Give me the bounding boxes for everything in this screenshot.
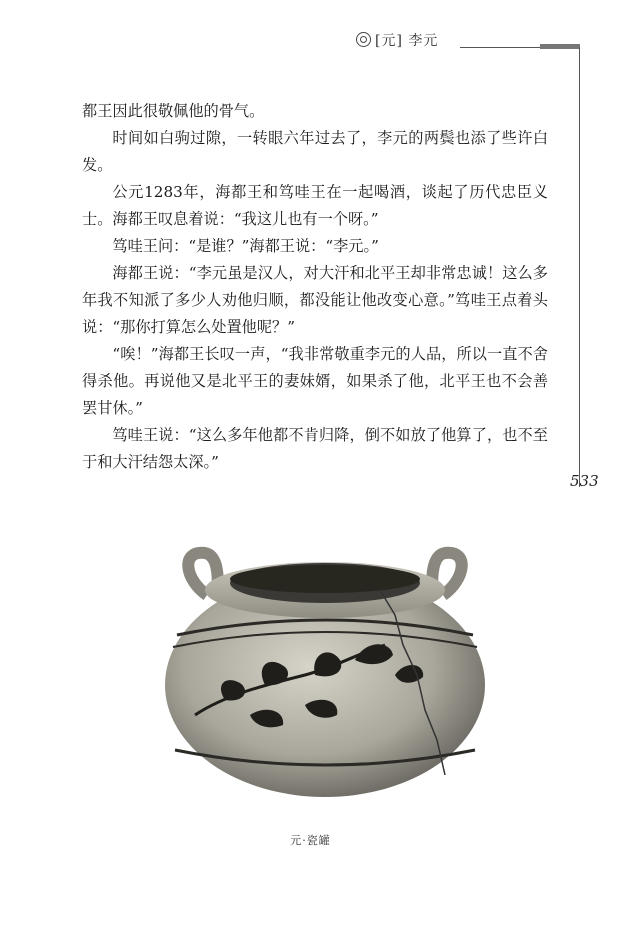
paragraph: 都王因此很敬佩他的骨气。: [82, 102, 265, 120]
jar-illustration: [155, 535, 495, 805]
page-number: 533: [570, 472, 599, 490]
paragraph: 公元1283年，海都王和笃哇王在一起喝酒，谈起了历代忠臣义士。海都王叹息着说：“我这儿也有一个呀。”: [82, 183, 548, 228]
paragraph: 笃哇王说：“这么多年他都不肯归降，倒不如放了他算了，也不至于和大汗结怨太深。”: [82, 426, 548, 471]
circle-ornament-icon: [356, 32, 371, 47]
side-rule: [579, 47, 580, 487]
image-caption: 元·瓷罐: [290, 834, 331, 847]
running-header-title: [元] 李元: [375, 33, 439, 49]
paragraph: 时间如白驹过隙，一转眼六年过去了，李元的两鬓也添了些许白发。: [82, 129, 548, 174]
header-tab-bar: [540, 44, 580, 49]
porcelain-jar-photo: [155, 535, 495, 805]
running-header: [356, 30, 438, 50]
paragraph: 笃哇王问：“是谁？”海都王说：“李元。”: [112, 237, 379, 255]
body-text: [82, 98, 548, 476]
paragraph: 海都王说：“李元虽是汉人，对大汗和北平王却非常忠诚！这么多年我不知派了多少人劝他归顺，都没能让他改变心意。”笃哇王点着头说：“那你打算怎么处置他呢？”: [82, 264, 548, 336]
paragraph: “唉！”海都王长叹一声，“我非常敬重李元的人品，所以一直不舍得杀他。再说他又是北平王的妻妹婿，如果杀了他，北平王也不会善罢甘休。”: [82, 345, 548, 417]
